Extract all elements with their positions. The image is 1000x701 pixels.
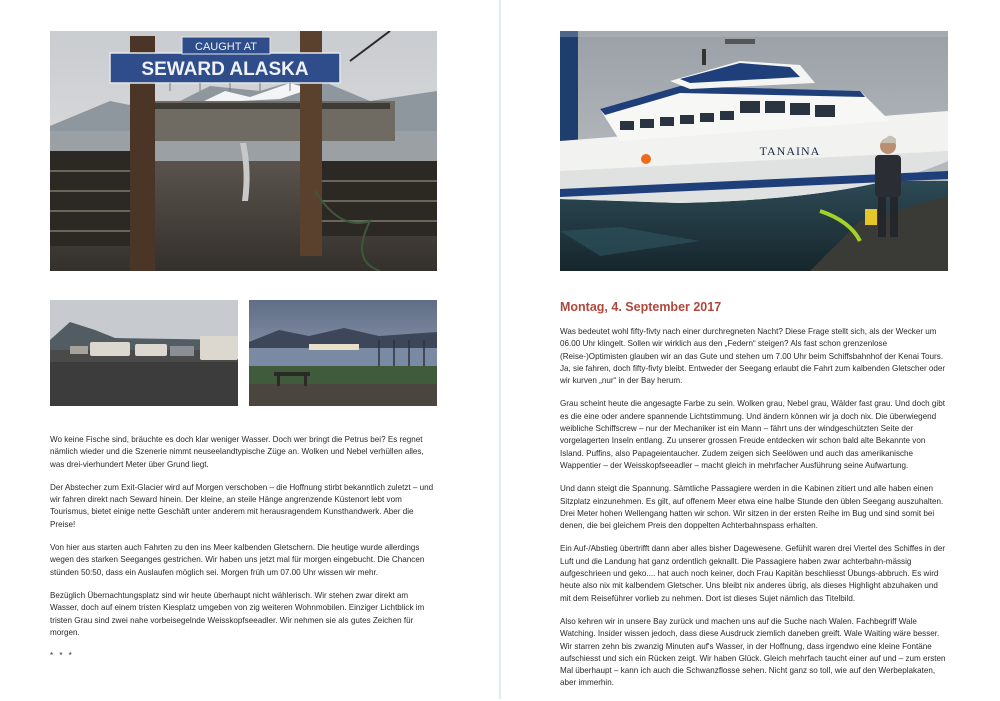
right-paragraph-5: Also kehren wir in unsere Bay zurück und machen uns auf die Suche nach Walen. Fachbegriff Wale Watching. Insider wissen jedoch, dass diese Ausdruck ziemlich daneben greift. Wale Waiting wäre besser. Wir starren zehn bis zwanzig Minuten auf's Wasser, in der Hoffnung, dass irgendwo eine kleine Fontäne aufschiesst und sich ein Rücken zeigt. Wir haben Glück. Gleich mehrfach taucht einer auf und – zum ersten Mal überhaupt – kann ich auch die Schwanzflosse sehen. Nicht ganz so toll, wie auf den Werbeplakaten, aber immerhin. — [560, 616, 946, 688]
left-paragraph-4: Bezüglich Übernachtungsplatz sind wir heute überhaupt nicht wählerisch. Wir stehen zwar direkt am Wasser, doch auf einem tristen Kiesplatz umgeben von zig weiteren Wohnmobilen. Einziger Lichtblick im tristen Grau sind zwei nahe vorbeisegelnde Weisskopfseeadler. Wir nehmen sie als gutes Zeichen für morgen. — [50, 590, 425, 637]
boat-name-text: TANAINA — [759, 144, 821, 158]
photo-tanaina-boat — [560, 31, 948, 271]
right-paragraph-1: Was bedeutet wohl fifty-fivty nach einer durchregneten Nacht? Diese Frage stellt sich, als der Wecker um 06.00 Uhr klingelt. Sollen wir wirklich aus den „Federn“ steigen? Als fast schon grenzenlose (Reise-)Optimisten glauben wir an das Gute und stehen um 7.00 Uhr beim Schiffsbahnhof der Kenai Tours. Ja, sie fahren, doch fifty-fivty bleibt. Entweder der Seegang erlaubt die Fahrt zum kalbenden Gletscher oder wir kurven „nur“ in der Bay herum. — [560, 327, 946, 386]
left-paragraph-1: Wo keine Fische sind, bräuchte es doch klar weniger Wasser. Doch wer bringt die Petrus bei? Es regnet nämlich wieder und die Szenerie nimmt neuseelandtypische Züge an. Wolken und Nebel verhüllen alles, was drei-vierhundert Meter über Grund liegt. — [50, 435, 424, 469]
sign-caught-at-text: CAUGHT AT — [195, 41, 257, 53]
right-text-column — [560, 326, 948, 701]
sign-seward-alaska-text: SEWARD ALASKA — [141, 59, 309, 80]
right-paragraph-4: Ein Auf-/Abstieg übertrifft dann aber alles bisher Dagewesene. Gefühlt waren drei Viertel des Schiffes in der Luft und die Landung hat ganz ordentlich geknallt. Die Passagiere haben zwar achterbahn-mässig aufgeschrieen und geko.... hat auch noch keiner, doch Frau Kapitän beschliesst Übungs-abbruch. Es wird heute also nix mit kalbendem Gletscher. Uns bleibt nix anderes übrig, als dieses Highlight abzuhaken und mit dem Reiseführer vorlieb zu nehmen. Dort ist dieses Sujet nämlich das Titelbild. — [560, 544, 946, 603]
left-page — [0, 0, 499, 699]
section-separator: * * * — [50, 651, 74, 661]
photo-seward-sign — [50, 31, 437, 271]
left-paragraph-2: Der Abstecher zum Exit-Glacier wird auf Morgen verschoben – die Hoffnung stirbt bekanntlich zuletzt – und wir fahren direkt nach Seward hinein. Der kleine, an steile Hänge angrenzende Küstenort lebt vom Tourismus, bietet einige nette Geschäft unter anderem mit herausragendem Kunsthandwerk. Aber die Preise! — [50, 482, 434, 529]
left-paragraph-3: Von hier aus starten auch Fahrten zu den ins Meer kalbenden Gletschern. Die heutige wurde allerdings wegen des starken Seeganges gestrichen. Wir haben uns jetzt mal für morgen eingebucht. Die Chancen stünden 50:50, dass ein Auslaufen möglich sei. Morgen früh um 07.00 Uhr wissen wir mehr. — [50, 543, 425, 577]
photo-rv-gravel-lot — [50, 300, 238, 406]
entry-heading-date: Montag, 4. September 2017 — [560, 300, 722, 314]
right-page — [501, 0, 1000, 699]
left-text-column — [50, 434, 436, 673]
right-paragraph-2: Grau scheint heute die angesagte Farbe zu sein. Wolken grau, Nebel grau, Wälder fast grau. Und doch gibt es die eine oder andere spannende Lichtstimmung. Und ändern können wir ja doch nix. Die überwiegend weibliche Schiffscrew – nur der Mechaniker ist ein Mann – fährt uns der windgeschützten Seite der vorgelagerten Inseln entlang. Zu unserer grossen Freude entdecken wir schon bald alte Bekannte von Island. Puffins, also Papageientaucher. Zudem zeigen sich Seelöwen und auch das amerikanische Wappentier – der Weisskopfseeadler – macht gleich in mehrfacher Ausführung seine Aufwartung. — [560, 399, 945, 470]
right-paragraph-3: Und dann steigt die Spannung. Sämtliche Passagiere werden in die Kabinen zitiert und alle haben einen Sitzplatz einzunehmen. Es gilt, auf offenem Meer etwa eine halbe Stunde den üblen Seegang auszuhalten. Drei Meter hohen Wellengang hatten wir schon. Wir sitzen in der ersten Reihe im Bug und sind somit bei denen, die bei gleichem Preis den doppelten Achterbahnspass erhalten. — [560, 484, 944, 531]
photo-harbor-dusk — [249, 300, 437, 406]
